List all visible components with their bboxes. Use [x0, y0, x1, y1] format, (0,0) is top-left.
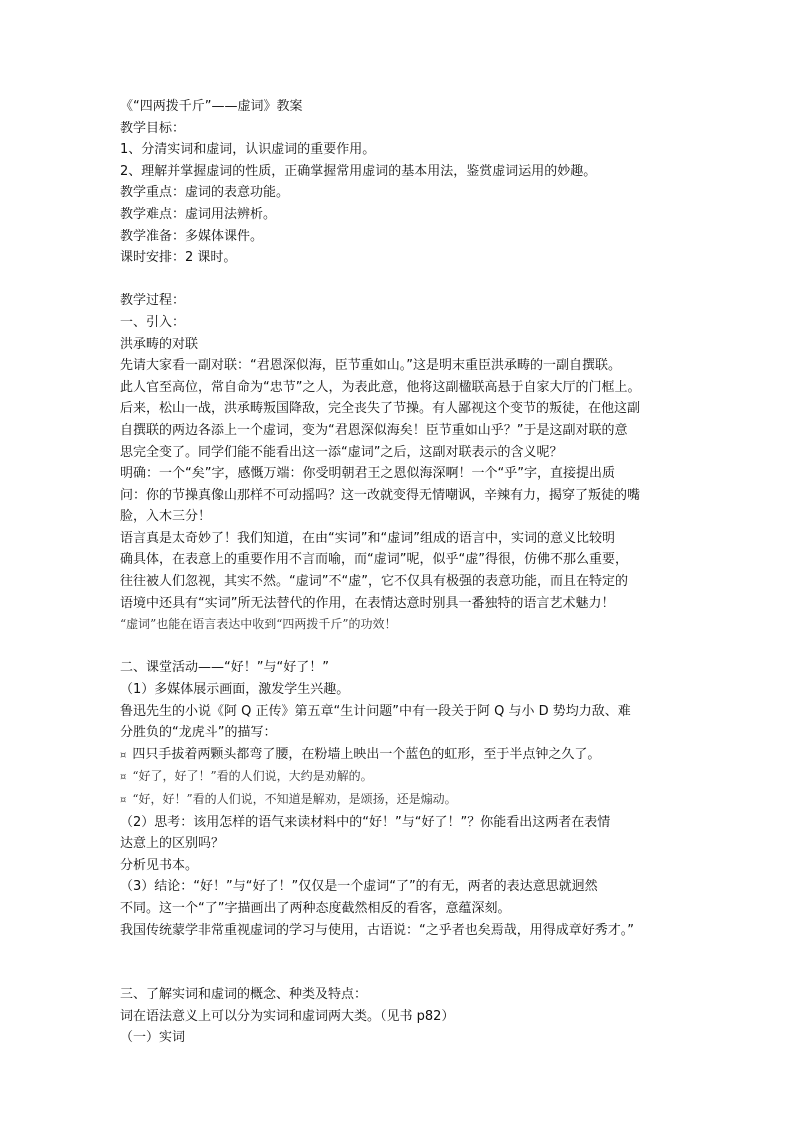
document-title: 《“四两拨千斤”——虚词》教案	[120, 99, 303, 114]
paragraph-line: 语境中还具有“实词”所无法替代的作用，在表情达意时别具一番独特的语言艺术魅力！	[120, 595, 615, 611]
bullet-text: “好了，好了！”看的人们说，大约是劝解的。	[132, 769, 373, 784]
section-2-analysis: 分析见书本。	[120, 857, 199, 873]
section-1-subtitle: 洪承畴的对联	[120, 336, 199, 352]
lesson-plan-page	[120, 96, 680, 1049]
prep-value: 多媒体课件。	[185, 228, 264, 244]
difficulty-row	[120, 204, 680, 226]
section-2-step-2	[120, 812, 680, 855]
paragraph-line: 自撰联的两边各添上一个虚词，变为“君恩深似海矣！臣节重如山乎？”于是这副对联的意	[120, 422, 628, 438]
paragraph-line: 此人官至高位，常自命为“忠节”之人，为表此意，他将这副楹联高悬于自家大厅的门框上。	[120, 379, 641, 395]
quote-bullet-item	[120, 744, 680, 767]
bullet-icon: ¤	[120, 749, 127, 761]
paragraph-line: 鲁迅先生的小说《阿 Q 正传》第五章“生计问题”中有一段关于阿 Q 与小 D 势均力敌、难	[120, 703, 631, 719]
paragraph-line: 达意上的区别吗？	[120, 836, 225, 852]
section-2-step-1: （1）多媒体展示画面，激发学生兴趣。	[120, 682, 350, 698]
goal-1: 1、分清实词和虚词，认识虚词的重要作用。	[120, 142, 376, 158]
quote-bullet-item	[120, 789, 680, 812]
process-heading: 教学过程：	[120, 293, 186, 309]
paragraph-line: 明确：一个“矣”字，感慨万端：你受明朝君王之恩似海深啊！一个“乎”字，直接提出质	[120, 466, 615, 482]
bullet-icon: ¤	[120, 795, 127, 806]
goal-2: 2、理解并掌握虚词的性质，正确掌握常用虚词的基本用法，鉴赏虚词运用的妙趣。	[120, 163, 597, 179]
section-1-paragraph-1	[120, 355, 680, 463]
section-1-paragraph-4: “虚词”也能在语言表达中收到“四两拨千斤”的功效！	[120, 617, 397, 632]
section-3-heading: 三、了解实词和虚词的概念、种类及特点：	[120, 987, 368, 1003]
bullet-text: 四只手拔着两颗头都弯了腰，在粉墙上映出一个蓝色的虹形，至于半点钟之久了。	[132, 746, 601, 762]
paragraph-line: 问：你的节操真像山那样不可动摇吗？这一改就变得无情嘲讽，辛辣有力，揭穿了叛徒的嘴	[120, 487, 641, 503]
prep-row	[120, 226, 680, 248]
paragraph-line: 脸，入木三分！	[120, 509, 212, 525]
section-1-paragraph-2	[120, 463, 680, 528]
difficulty-value: 虚词用法辨析。	[185, 206, 277, 222]
paragraph-line: 分胜负的“龙虎斗”的描写：	[120, 725, 277, 741]
bullet-icon: ¤	[120, 772, 127, 784]
goals-heading: 教学目标：	[120, 120, 186, 136]
paragraph-line: 语言真是太奇妙了！我们知道，在由“实词”和“虚词”组成的语言中，实词的意义比较明	[120, 530, 615, 546]
time-row	[120, 247, 680, 269]
time-value: 2 课时。	[185, 250, 237, 266]
difficulty-label: 教学难点：	[120, 206, 186, 222]
section-3-subheading: （一）实词	[120, 1030, 186, 1046]
section-2-paragraph-1	[120, 701, 680, 744]
paragraph-line: 不同。这一个“了”字描画出了两种态度截然相反的看客，意蕴深刻。	[120, 900, 511, 916]
paragraph-line: 思完全变了。同学们能不能看出这一添“虚词”之后，这副对联表示的含义呢？	[120, 444, 563, 460]
section-1-heading: 一、引入：	[120, 314, 186, 330]
section-1-paragraph-3	[120, 528, 680, 614]
focus-value: 虚词的表意功能。	[185, 185, 290, 201]
paragraph-line: 确具体，在表意上的重要作用不言而喻，而“虚词”呢，似乎“虚”得很，仿佛不那么重要，	[120, 552, 628, 568]
paragraph-line: 后来，松山一战，洪承畴叛国降敌，完全丧失了节操。有人鄙视这个变节的叛徒，在他这副	[120, 401, 641, 417]
bullet-text: “好，好！”看的人们说，不知道是解劝，是颂扬，还是煽动。	[132, 792, 457, 806]
paragraph-line: 往往被人们忽视，其实不然。“虚词”不“虚”，它不仅具有极强的表意功能，而且在特定的	[120, 574, 628, 590]
quote-bullet-item	[120, 766, 680, 789]
paragraph-line: （2）思考：该用怎样的语气来读材料中的“好！”与“好了！”？你能看出这两者在表情	[120, 814, 611, 830]
paragraph-line: （3）结论：“好！”与“好了！”仅仅是一个虚词“了”的有无，两者的表达意思就迥然	[120, 879, 598, 895]
section-2-tradition: 我国传统蒙学非常重视虚词的学习与使用，古语说：“之乎者也矣焉哉，用得成章好秀才。”	[120, 922, 634, 938]
focus-label: 教学重点：	[120, 185, 186, 201]
section-2-step-3	[120, 876, 680, 919]
section-2-heading: 二、课堂活动——“好！”与“好了！”	[120, 660, 329, 676]
paragraph-line: 先请大家看一副对联：“君恩深似海，臣节重如山。”这是明末重臣洪承畴的一副自撰联。	[120, 358, 621, 374]
time-label: 课时安排：	[120, 250, 186, 266]
section-3-paragraph-1: 词在语法意义上可以分为实词和虚词两大类。（见书 p82）	[120, 1008, 455, 1024]
focus-row	[120, 182, 680, 204]
prep-label: 教学准备：	[120, 228, 186, 244]
